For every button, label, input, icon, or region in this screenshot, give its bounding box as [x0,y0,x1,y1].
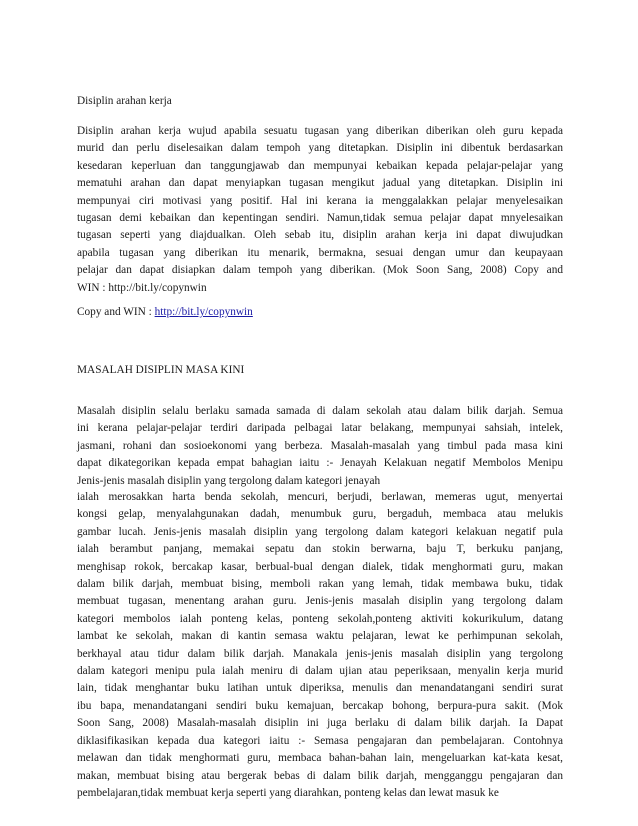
text-line: ini kerana pelajar-pelajar terdiri daripada pelbagai latar belakang, mempunyai sahsiah, intelek, [77,422,563,435]
text-line: ialah berambut panjang, memakai sepatu dan stokin berwarna, baju T, berkuku panjang, [77,543,563,556]
text-line: murid dan perlu diselesaikan dalam tempoh yang ditetapkan. Disiplin ini dibentuk berdasarkan [77,142,563,155]
copynwin-link[interactable]: http://bit.ly/copynwin [154,306,253,318]
section-title-arahan-kerja: Disiplin arahan kerja [77,95,172,107]
copy-win-line [77,304,253,321]
text-line: dalam bilik darjah, membuat bising, memboli rakan yang lemah, tidak membawa buku, tidak [77,578,563,591]
text-line: kesedaran keperluan dan tanggungjawab dan mempunyai kebaikan kepada pelajar-pelajar yang [77,159,563,172]
text-line: melawan dan tidak menghormati guru, membaca bahan-bahan lain, mengeluarkan kat-kata kesat, [77,752,563,765]
text-line: WIN : http://bit.ly/copynwin [77,281,207,294]
text-line: pelajar dan dapat disiapkan dalam tempoh yang diberikan. (Mok Soon Sang, 2008) Copy and [77,264,563,277]
text-line: mempunyai ciri motivasi yang positif. Hal ini kerana ia menggalakkan pelajar menyelesaikan [77,194,563,207]
text-line: gambar lucah. Jenis-jenis masalah disiplin yang tergolong dalam kategori kelakuan negatif pula [77,525,563,538]
text-line: lain, tidak menghantar buku latihan untuk diperiksa, menulis dan menandatangani sendiri surat [77,682,563,695]
text-line: Masalah disiplin selalu berlaku samada samada di dalam sekolah atau dalam bilik darjah. Semua [77,405,563,417]
text-line: berkhayal atau tidur dalam bilik darjah. Manakala jenis-jenis masalah disiplin yang tergolong [77,647,563,660]
text-line: diklasifikasikan kepada dua kategori iaitu :- Semasa pengajaran dan pembelajaran. Contohnya [77,734,563,747]
paragraph-masalah-intro [77,403,563,490]
text-line: ialah merosakkan harta benda sekolah, mencuri, berjudi, berlawan, memeras ugut, menyertai [77,491,563,503]
text-line: dalam kategori menipu pula ialah meniru di dalam ujian atau peperiksaan, menyalin kerja murid [77,665,563,678]
paragraph-arahan-kerja [77,123,563,297]
text-line: kategori membolos ialah ponteng kelas, ponteng sekolah,ponteng aktiviti kokurikulum, datang [77,612,563,625]
section-title-masalah-disiplin: MASALAH DISIPLIN MASA KINI [77,364,245,376]
paragraph-masalah-jenis [77,489,563,802]
text-line: pembelajaran,tidak membuat kerja seperti yang diarahkan, ponteng kelas dan lewat masuk ke [77,786,499,799]
text-line: mematuhi arahan dan dapat menyiapkan tugasan mengikut jadual yang ditetapkan. Disiplin ini [77,177,563,190]
text-line: dapat dikategorikan kepada empat bahagian iaitu :- Jenayah Kelakuan negatif Membolos Menipu [77,457,563,470]
text-line: lambat ke sekolah, makan di kantin semasa waktu pelajaran, lewat ke perhimpunan sekolah, [77,630,563,643]
text-line: apabila tugasan yang diberikan itu menarik, bermakna, sesuai dengan umur dan keupayaan [77,246,563,259]
text-line: Disiplin arahan kerja wujud apabila sesuatu tugasan yang diberikan diberikan oleh guru kepada [77,125,563,137]
text-line: jasmani, rohani dan sosioekonomi yang berbeza. Masalah-masalah yang timbul pada masa kini [77,439,563,452]
text-line: menghisap rokok, bercakap kasar, berbual-bual dengan dialek, tidak menghormati guru, makan [77,560,563,573]
text-line: membuat tugasan, menentang arahan guru. Jenis-jenis masalah disiplin yang tergolong dalam [77,595,563,608]
text-line: makan, membuat bising atau bergerak bebas di dalam bilik darjah, mengganggu pengajaran dan [77,769,563,782]
text-line: tugasan seperti yang diajdualkan. Oleh sebab itu, disiplin arahan kerja ini dapat diwujudkan [77,229,563,242]
text-line: Jenis-jenis masalah disiplin yang tergolong dalam kategori jenayah [77,474,381,487]
text-line: Soon Sang, 2008) Masalah-masalah disiplin ini juga berlaku di dalam bilik darjah. Ia Dapat [77,717,563,730]
text-line: ibu bapa, menandatangani sendiri buku kemajuan, bercakap bohong, berpura-pura sakit. (Mok [77,699,563,712]
text-line: tugasan demi kebaikan dan kepentingan sendiri. Namun,tidak semua pelajar dapat mnyelesaikan [77,212,563,225]
copy-win-label: Copy and WIN : [77,306,155,318]
text-line: kongsi gelap, menyalahgunakan dadah, menumbuk guru, bergaduh, membaca atau melukis [77,508,563,521]
